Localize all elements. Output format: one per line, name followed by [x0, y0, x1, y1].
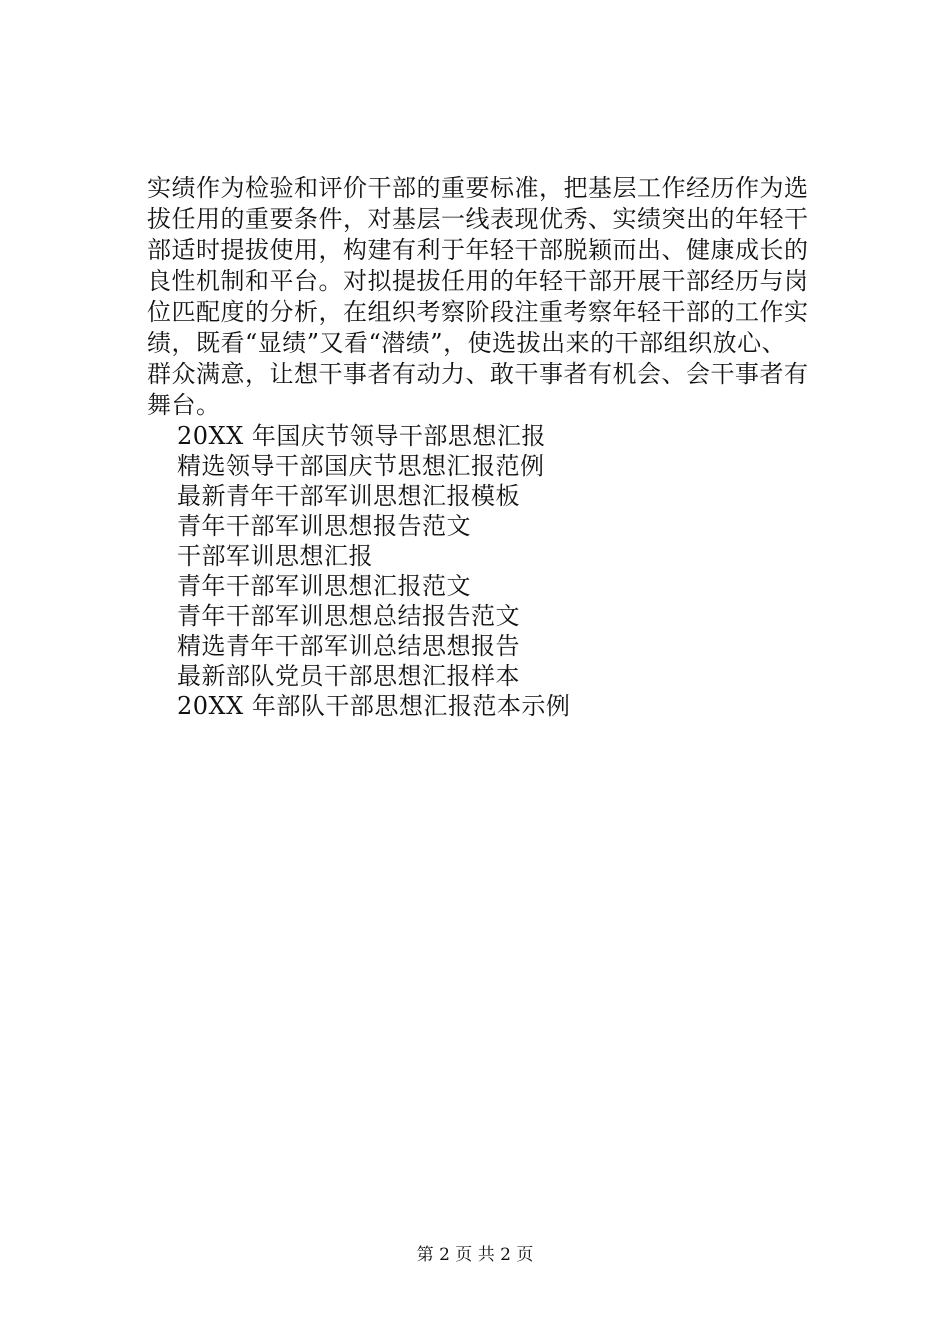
- related-title-item: 青年干部军训思想汇报范文: [177, 572, 471, 600]
- paragraph-line: 舞台。: [147, 391, 221, 419]
- paragraph-line: 群众满意，让想干事者有动力、敢干事者有机会、会干事者有: [147, 360, 809, 388]
- related-titles-list: [177, 421, 777, 721]
- paragraph-line: 位匹配度的分析，在组织考察阶段注重考察年轻干部的工作实: [147, 298, 809, 326]
- related-title-item: 青年干部军训思想报告范文: [177, 512, 471, 540]
- page-number-footer: 第 2 页 共 2 页: [416, 1245, 534, 1265]
- related-title-item: 精选领导干部国庆节思想汇报范例: [177, 452, 545, 480]
- related-title-item: 青年干部军训思想总结报告范文: [177, 602, 520, 630]
- body-paragraph: [147, 173, 847, 421]
- related-title-item: 精选青年干部军训总结思想报告: [177, 632, 520, 660]
- related-title-item: 最新部队党员干部思想汇报样本: [177, 662, 520, 690]
- related-title-item: 20XX 年部队干部思想汇报范本示例: [177, 692, 571, 720]
- paragraph-line: 良性机制和平台。对拟提拔任用的年轻干部开展干部经历与岗: [147, 267, 809, 295]
- paragraph-line: 绩，既看“显绩”又看“潜绩”，使选拔出来的干部组织放心、: [147, 329, 787, 357]
- related-title-item: 干部军训思想汇报: [177, 542, 373, 570]
- paragraph-line: 拔任用的重要条件，对基层一线表现优秀、实绩突出的年轻干: [147, 205, 809, 233]
- paragraph-line: 实绩作为检验和评价干部的重要标准，把基层工作经历作为选: [147, 174, 809, 202]
- paragraph-line: 部适时提拔使用，构建有利于年轻干部脱颖而出、健康成长的: [147, 236, 809, 264]
- related-title-item: 20XX 年国庆节领导干部思想汇报: [177, 422, 546, 450]
- related-title-item: 最新青年干部军训思想汇报模板: [177, 482, 520, 510]
